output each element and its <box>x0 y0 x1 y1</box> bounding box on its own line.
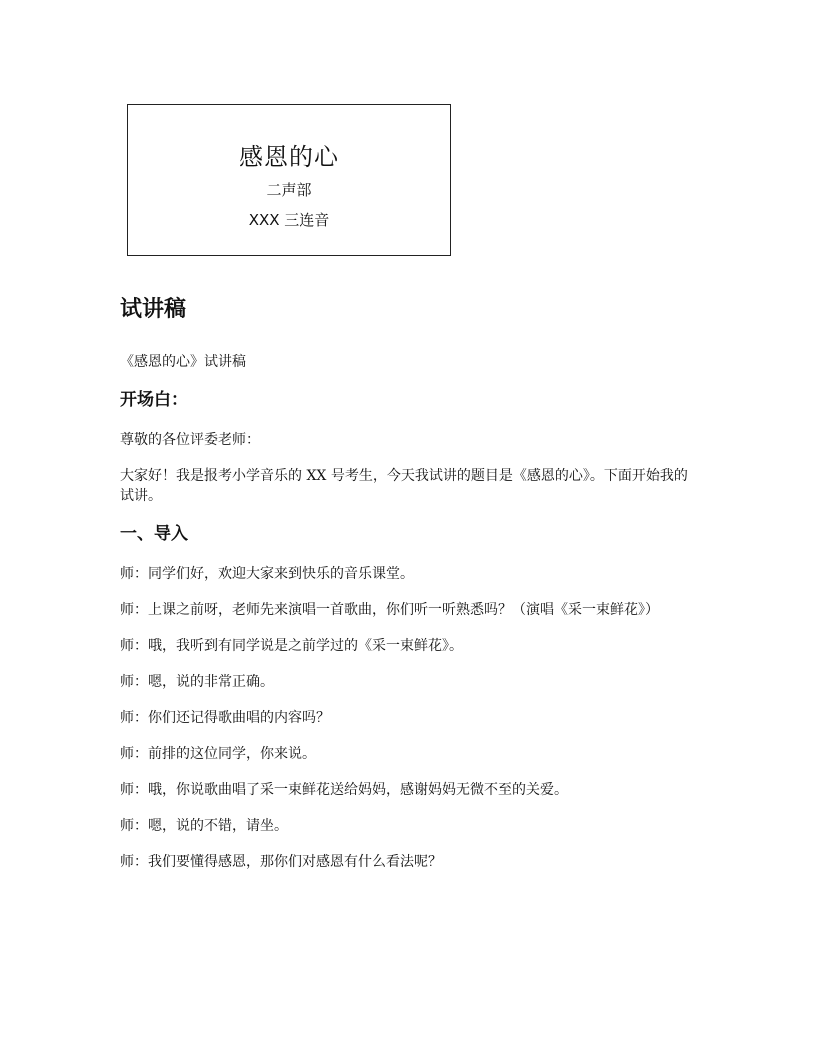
paragraph: 师：嗯，说的不错，请坐。 <box>120 818 288 834</box>
paragraph: 师：你们还记得歌曲唱的内容吗？ <box>120 710 330 726</box>
cover-subtitle: 二声部 <box>266 181 312 199</box>
paragraph: 师：我们要懂得感恩，那你们对感恩有什么看法呢？ <box>120 854 442 870</box>
paragraph: 尊敬的各位评委老师： <box>120 432 260 448</box>
cover-title: 感恩的心 <box>239 143 339 171</box>
paragraph: 师：哦，你说歌曲唱了采一束鲜花送给妈妈，感谢妈妈无微不至的关爱。 <box>120 782 568 798</box>
section-heading-opening: 开场白： <box>120 390 188 410</box>
section-heading-intro: 一、导入 <box>120 524 188 544</box>
paragraph: 师：同学们好，欢迎大家来到快乐的音乐课堂。 <box>120 566 414 582</box>
paragraph: 大家好！我是报考小学音乐的 XX 号考生，今天我试讲的题目是《感恩的心》。下面开始我的试讲。 <box>120 468 688 504</box>
cover-author: XXX 三连音 <box>248 211 330 229</box>
paragraph: 师：前排的这位同学，你来说。 <box>120 746 316 762</box>
document-body <box>120 294 700 888</box>
paragraph: 师：嗯，说的非常正确。 <box>120 674 274 690</box>
paragraph: 师：哦，我听到有同学说是之前学过的《采一束鲜花》。 <box>120 638 463 654</box>
doc-title: 《感恩的心》试讲稿 <box>120 354 246 370</box>
page-heading: 试讲稿 <box>120 297 187 322</box>
paragraph: 师：上课之前呀，老师先来演唱一首歌曲，你们听一听熟悉吗？（演唱《采一束鲜花》） <box>120 602 659 618</box>
cover-box <box>127 104 451 256</box>
